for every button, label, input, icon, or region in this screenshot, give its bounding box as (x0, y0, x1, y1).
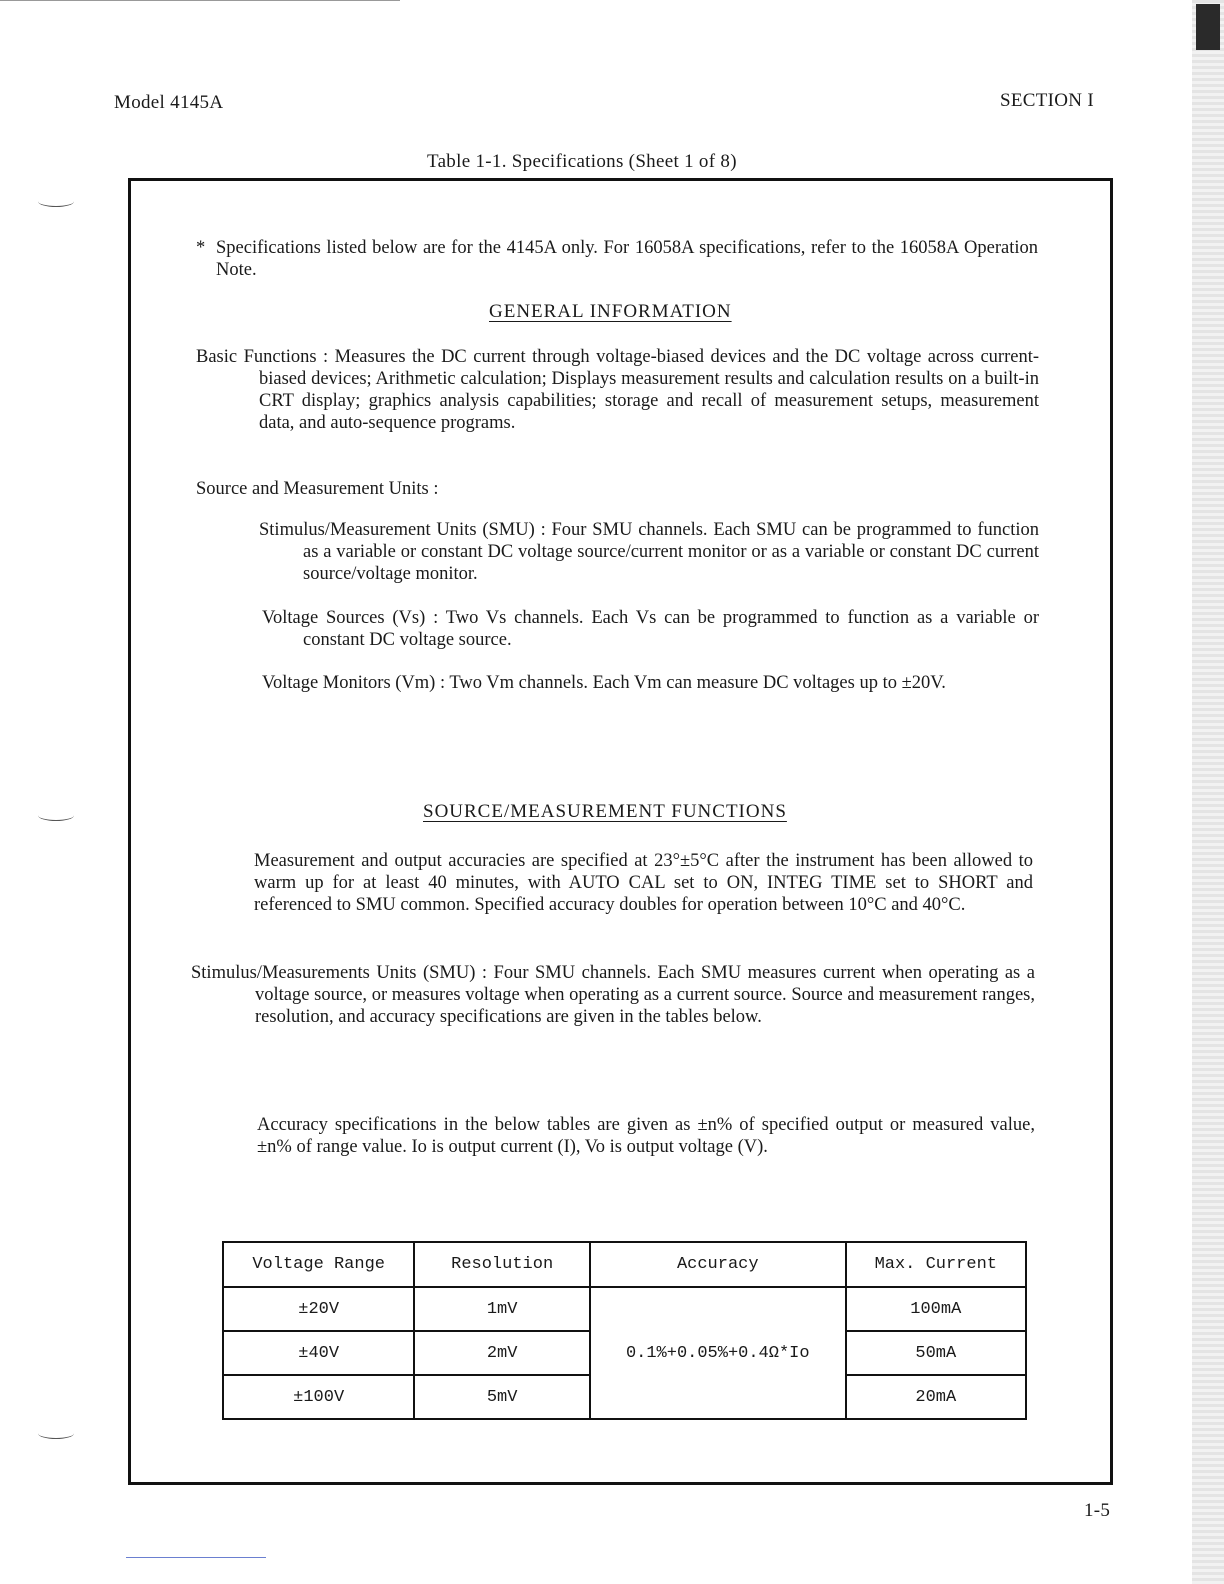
max-current-cell: 50mA (846, 1331, 1026, 1375)
page-number: 1-5 (1084, 1500, 1111, 1521)
model-label: Model 4145A (114, 92, 224, 113)
accuracy-conditions-paragraph: Measurement and output accuracies are specified at 23°±5°C after the instrument has been allowed to warm up for at least 40 minutes, with AUTO CAL set to ON, INTEG TIME set to SHORT and referenced to SMU common. Specified accuracy doubles for operation between 10°C and 40°C. (254, 851, 1033, 915)
accuracy-note-paragraph: Accuracy specifications in the below tables are given as ±n% of specified output or measured value, ±n% of range value. Io is output current (I), Vo is output voltage (V). (257, 1115, 1035, 1157)
basic-functions-paragraph: Basic Functions : Measures the DC current through voltage-biased devices and the DC voltage across current-biased devices; Arithmetic calculation; Displays measurement results and calculation results on a built-in CRT display; graphics analysis capabilities; storage and recall of measurement setups, measurement data, and auto-sequence programs. (196, 347, 1039, 433)
note-text: Specifications listed below are for the 4145A only. For 16058A specifications, refer to the 16058A Operation Note. (216, 238, 1038, 280)
top-edge-line (0, 0, 400, 1)
general-information-title: GENERAL INFORMATION (489, 301, 732, 322)
max-current-cell: 20mA (846, 1375, 1026, 1419)
source-units-label: Source and Measurement Units : (196, 479, 439, 499)
voltage-range-cell: ±20V (223, 1287, 414, 1331)
resolution-cell: 5mV (414, 1375, 590, 1419)
resolution-cell: 2mV (414, 1331, 590, 1375)
header-resolution: Resolution (414, 1242, 590, 1287)
resolution-cell: 1mV (414, 1287, 590, 1331)
accuracy-cell: 0.1%+0.05%+0.4Ω*Io (590, 1287, 846, 1419)
vm-paragraph: Voltage Monitors (Vm) : Two Vm channels. Each Vm can measure DC voltages up to ±20V. (262, 673, 946, 693)
note-star: * (196, 238, 206, 258)
voltage-range-cell: ±100V (223, 1375, 414, 1419)
header-accuracy: Accuracy (590, 1242, 846, 1287)
table-header-row (223, 1242, 1026, 1287)
voltage-range-cell: ±40V (223, 1331, 414, 1375)
section-tab-marker (1196, 4, 1220, 50)
smu-measurements-paragraph: Stimulus/Measurements Units (SMU) : Four SMU channels. Each SMU measures current when operating as a voltage source, or measures voltage when operating as a current source. Source and measurement ranges, resolution, and accuracy specifications are given in the tables below. (191, 963, 1035, 1027)
bottom-edge-line (126, 1557, 266, 1558)
binding-hole-mark (38, 810, 74, 821)
vs-paragraph: Voltage Sources (Vs) : Two Vs channels. Each Vs can be programmed to function as a variable or constant DC voltage source. (262, 608, 1039, 650)
table-row (223, 1287, 1026, 1331)
max-current-cell: 100mA (846, 1287, 1026, 1331)
binding-hole-mark (38, 196, 74, 207)
smu-paragraph: Stimulus/Measurement Units (SMU) : Four SMU channels. Each SMU can be programmed to function as a variable or constant DC voltage source/current monitor or as a variable or constant DC current source/voltage monitor. (259, 520, 1039, 584)
voltage-range-table (222, 1241, 1027, 1420)
table-caption: Table 1-1. Specifications (Sheet 1 of 8) (427, 151, 737, 172)
functions-title: SOURCE/MEASUREMENT FUNCTIONS (423, 801, 787, 822)
section-label: SECTION I (1000, 90, 1094, 111)
header-voltage-range: Voltage Range (223, 1242, 414, 1287)
binding-hole-mark (38, 1428, 74, 1439)
header-max-current: Max. Current (846, 1242, 1026, 1287)
scan-right-edge (1192, 0, 1224, 1584)
